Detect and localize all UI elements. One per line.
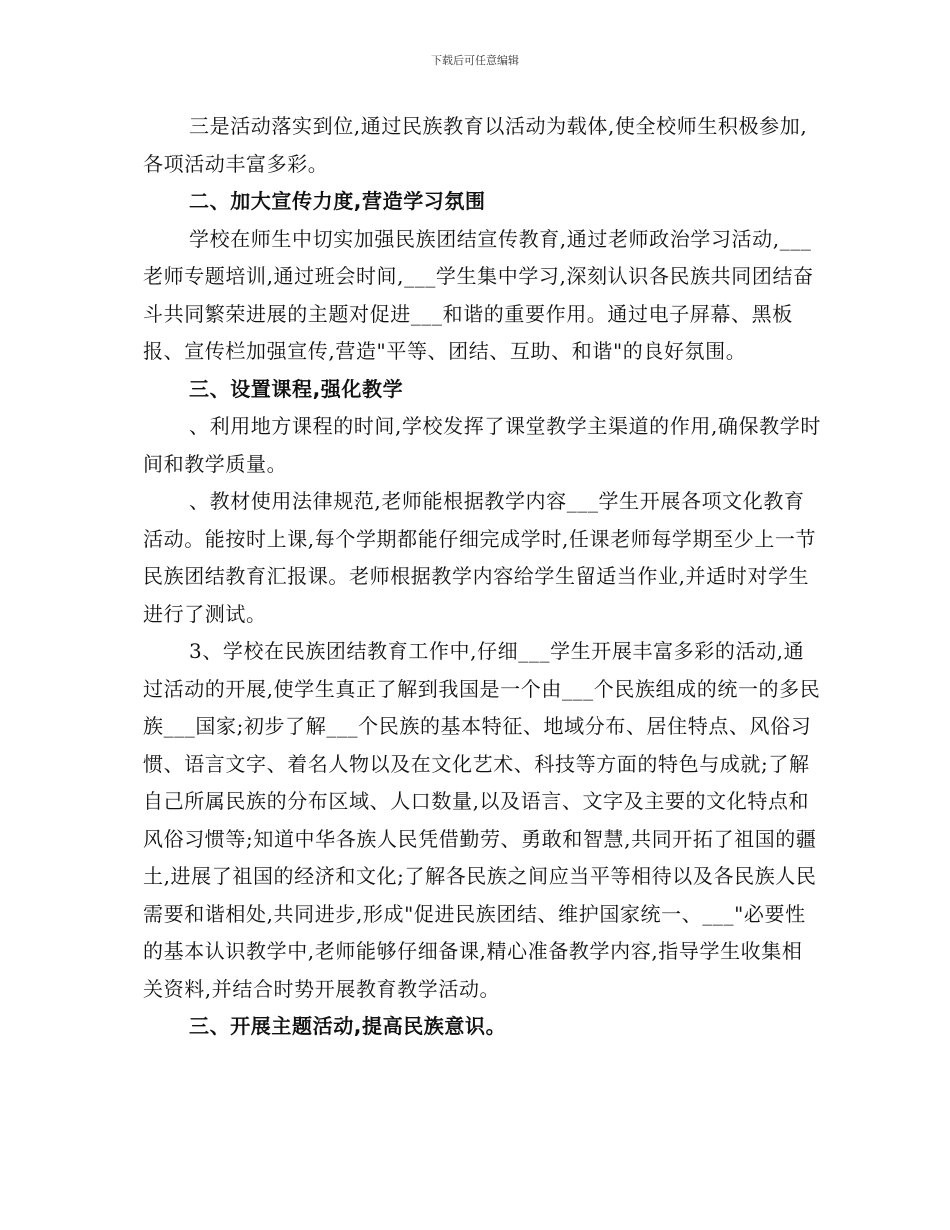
document-body (143, 108, 823, 1046)
paragraph: 三是活动落实到位,通过民族教育以活动为载体,使全校师生积极参加,各项活动丰富多彩。 (143, 114, 808, 176)
paragraph: 学校在师生中切实加强民族团结宣传教育,通过老师政治学习活动,___老师专题培训,通过班会时间,___学生集中学习,深刻认识各民族共同团结奋斗共同繁荣进展的主题对促进___和谐的重要作用。通过电子屏幕、黑板报、宣传栏加强宣传,营造"平等、团结、互助、和谐"的良好氛围。 (143, 226, 814, 363)
section-heading: 二、加大宣传力度,营造学习氛围 (189, 189, 486, 213)
paragraph: 、利用地方课程的时间,学校发挥了课堂教学主渠道的作用,确保教学时间和教学质量。 (143, 414, 821, 476)
section-heading: 三、开展主题活动,提高民族意识。 (189, 1014, 507, 1038)
paragraph: 、教材使用法律规范,老师能根据教学内容___学生开展各项文化教育活动。能按时上课,每个学期都能仔细完成学时,任课老师每学期至少上一节民族团结教育汇报课。老师根据教学内容给学生留适当作业,并适时对学生进行了测试。 (143, 489, 817, 626)
section-heading: 三、设置课程,强化教学 (189, 376, 404, 401)
page-header: 下载后可任意编辑 (431, 54, 519, 67)
paragraph: 3、学校在民族团结教育工作中,仔细___学生开展丰富多彩的活动,通过活动的开展,使学生真正了解到我国是一个由___个民族组成的统一的多民族___国家;初步了解___个民族的基本特征、地域分布、居住特点、风俗习惯、语言文字、着名人物以及在文化艺术、科技等方面的特色与成就;了解自己所属民族的分布区域、人口数量,以及语言、文字及主要的文化特点和风俗习惯等;知道中华各族人民凭借勤劳、勇敢和智慧,共同开拓了祖国的疆土,进展了祖国的经济和文化;了解各民族之间应当平等相待以及各民族人民需要和谐相处,共同进步,形成"促进民族团结、维护国家统一、___"必要性的基本认识教学中,老师能够仔细备课,精心准备教学内容,指导学生收集相关资料,并结合时势开展教育教学活动。 (143, 639, 821, 1001)
